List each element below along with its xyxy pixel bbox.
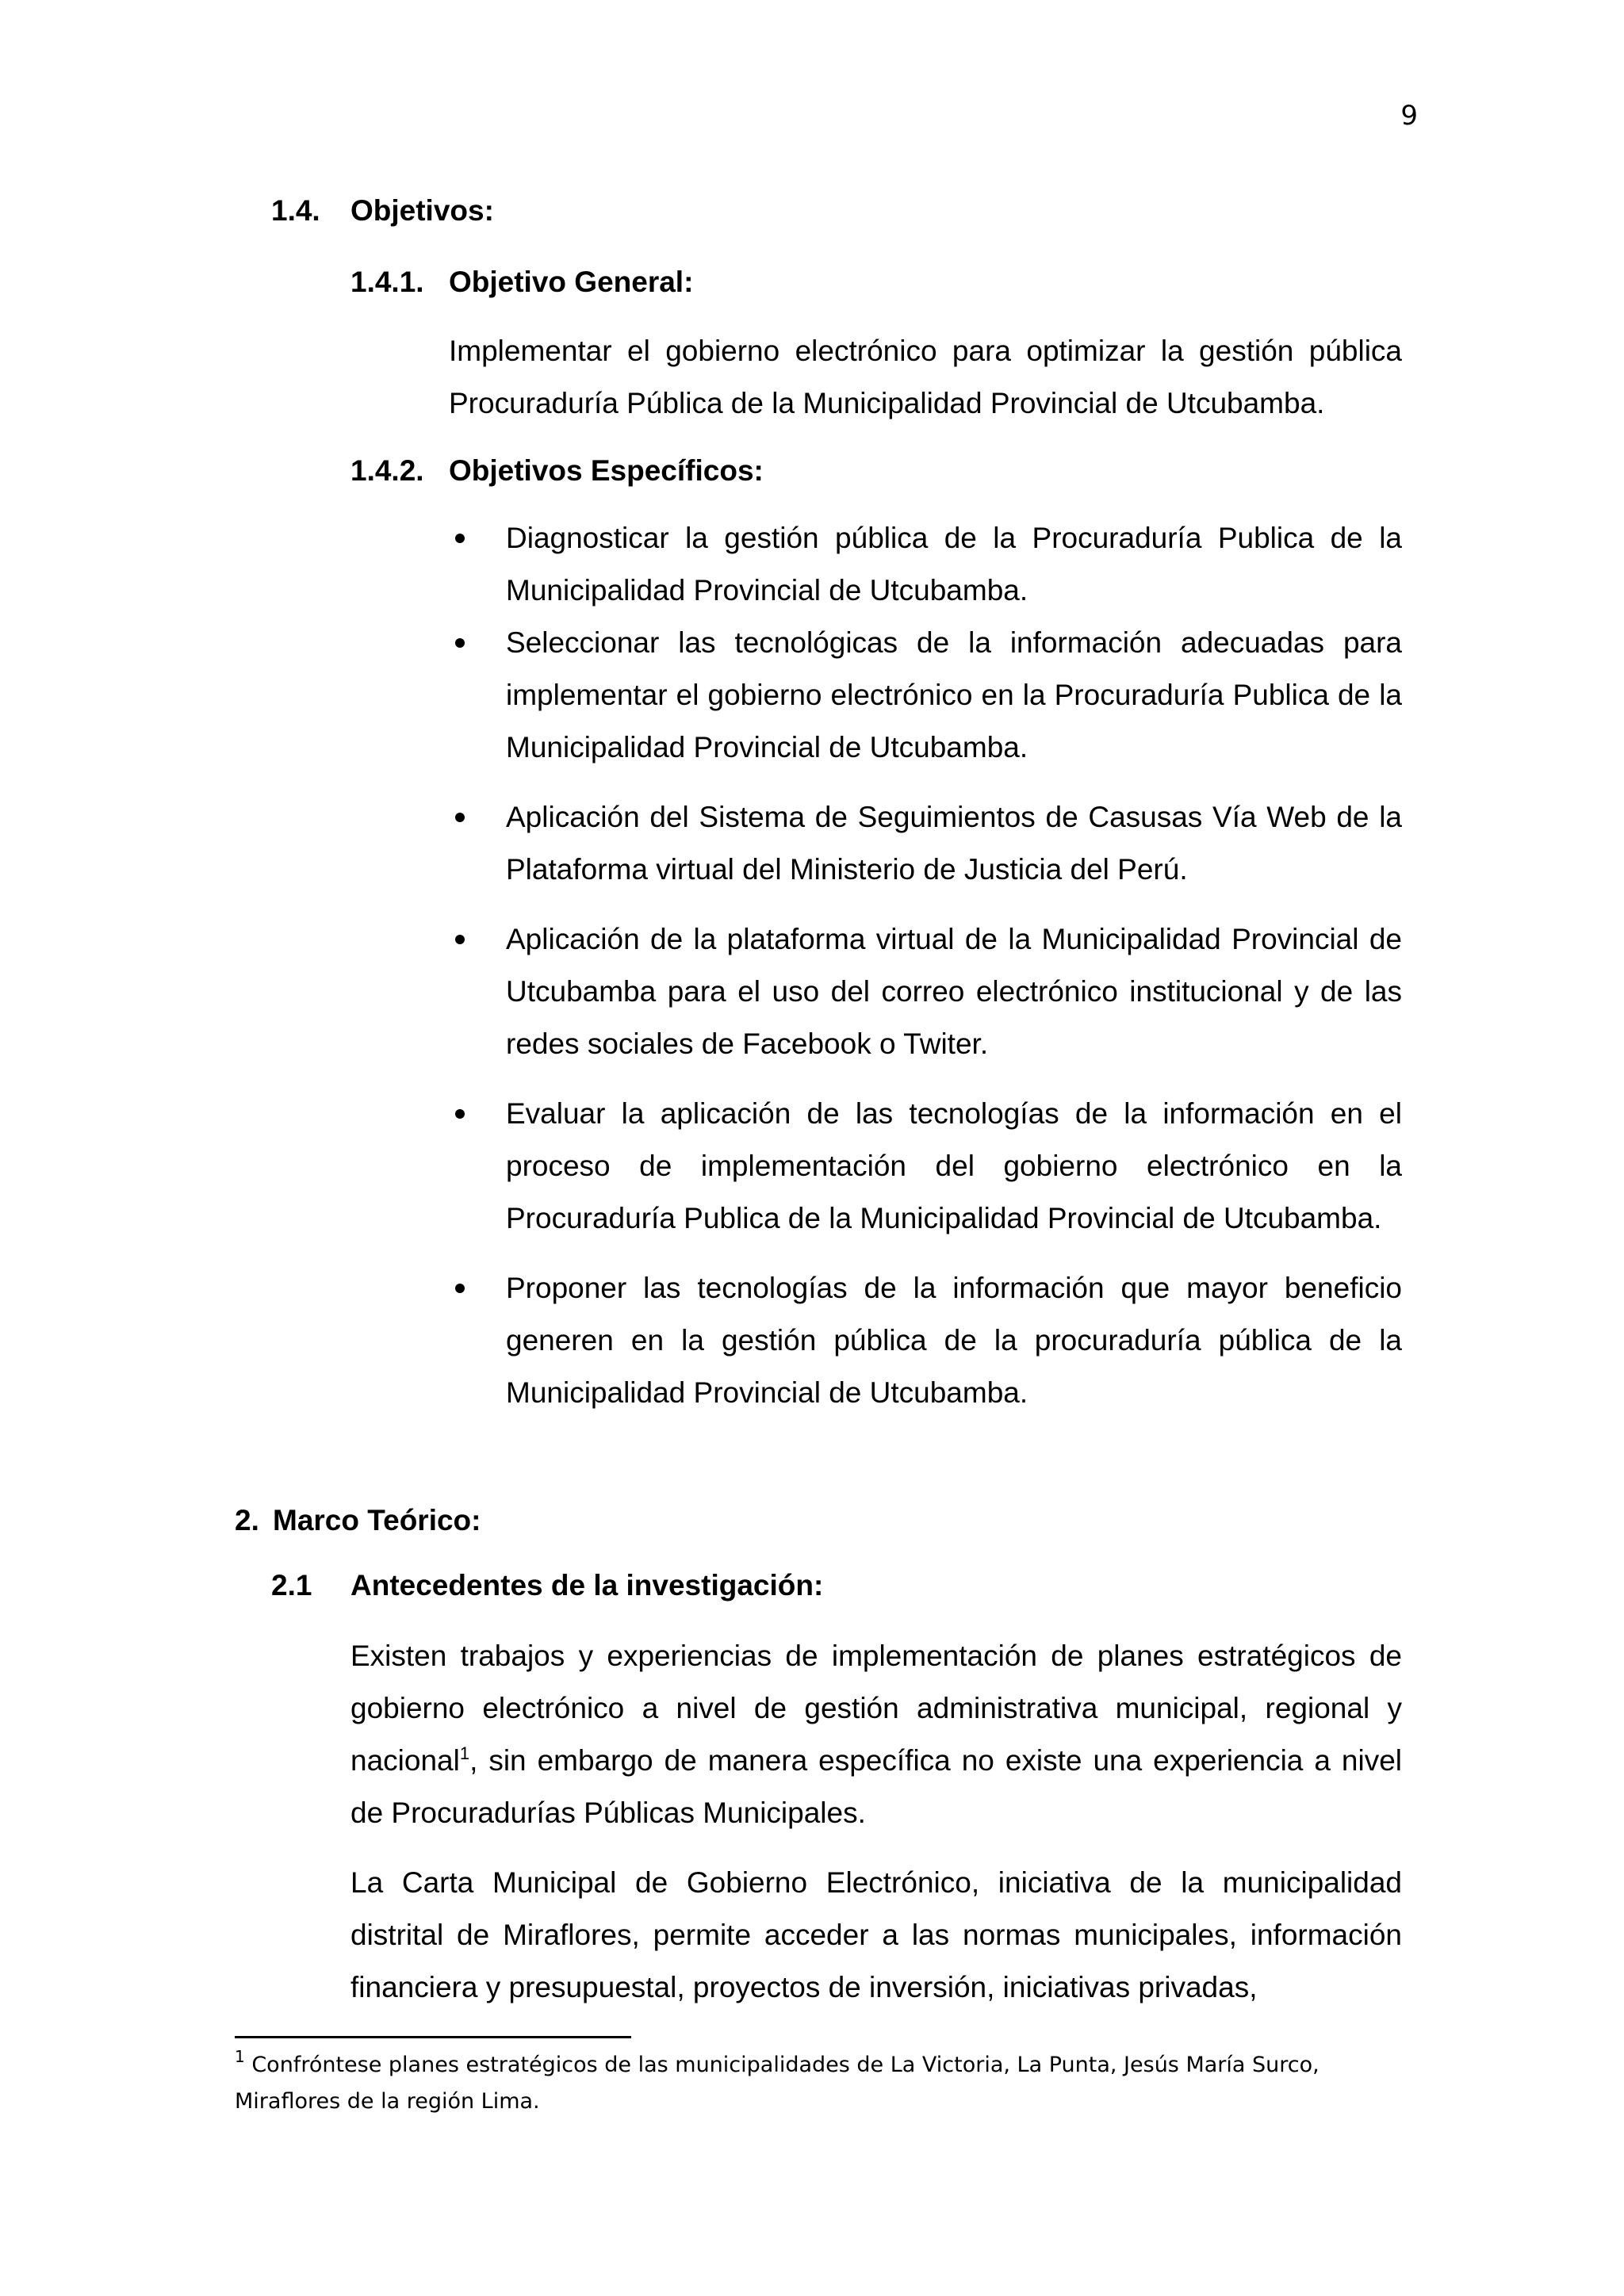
list-item-text: Diagnosticar la gestión pública de la Procuraduría Publica de la Municipalidad Provincial de Utcubamba. xyxy=(506,522,1402,607)
heading-2 xyxy=(235,1503,481,1538)
heading-2-1-number: 2.1 xyxy=(271,1569,312,1601)
list-item xyxy=(449,791,1402,896)
heading-1-4-2 xyxy=(350,453,764,488)
heading-1-4-2-title: Objetivos Específicos: xyxy=(449,454,764,487)
footnote-marker: 1 xyxy=(235,2047,245,2066)
bullet-icon xyxy=(455,935,465,944)
heading-2-1-title: Antecedentes de la investigación: xyxy=(350,1569,824,1601)
list-item-text: Seleccionar las tecnológicas de la información adecuadas para implementar el gobierno electrónico en la Procuraduría Publica de la Municipalidad Provincial de Utcubamba. xyxy=(506,626,1402,763)
footnote-separator xyxy=(235,2036,631,2038)
heading-1-4-number: 1.4. xyxy=(271,194,320,227)
list-item-text: Aplicación de la plataforma virtual de la Municipalidad Provincial de Utcubamba para el uso del correo electrónico institucional y de las redes sociales de Facebook o Twiter. xyxy=(506,923,1402,1060)
heading-1-4 xyxy=(271,193,494,228)
antecedentes-paragraph-1-text: Existen trabajos y experiencias de implementación de planes estratégicos de gobierno electrónico a nivel de gestión administrativa municipal, regional y nacional xyxy=(350,1640,1402,1777)
objetivos-especificos-list xyxy=(449,512,1402,1437)
objetivo-general-text: Implementar el gobierno electrónico para optimizar la gestión pública Procuraduría Pública de la Municipalidad Provincial de Utcubamba. xyxy=(449,335,1402,419)
antecedentes-paragraph-1-text-cont: , sin embargo de manera específica no existe una experiencia a nivel de Procuradurías Públicas Municipales. xyxy=(350,1744,1402,1829)
footnote-reference[interactable]: 1 xyxy=(459,1743,470,1763)
list-item xyxy=(449,617,1402,774)
list-item-text: Aplicación del Sistema de Seguimientos de Casusas Vía Web de la Plataforma virtual del Ministerio de Justicia del Perú. xyxy=(506,801,1402,886)
bullet-icon xyxy=(455,638,465,648)
bullet-icon xyxy=(455,813,465,822)
antecedentes-paragraph-2: La Carta Municipal de Gobierno Electrónico, iniciativa de la municipalidad distrital de Miraflores, permite acceder a las normas municipales, información financiera y presupuestal, proyectos de inversión, iniciativas privadas, xyxy=(350,1866,1402,2003)
list-item-text: Proponer las tecnologías de la información que mayor beneficio generen en la gestión pública de la procuraduría pública de la Municipalidad Provincial de Utcubamba. xyxy=(506,1272,1402,1409)
list-item xyxy=(449,512,1402,617)
heading-1-4-1 xyxy=(350,265,693,300)
bullet-icon xyxy=(455,1284,465,1293)
antecedentes-paragraph-1 xyxy=(350,1630,1402,1839)
bullet-icon xyxy=(455,534,465,543)
page-number: 9 xyxy=(1400,100,1418,132)
footnote xyxy=(235,2047,1408,2120)
heading-1-4-1-number: 1.4.1. xyxy=(350,266,424,298)
list-item xyxy=(449,1088,1402,1245)
list-item xyxy=(449,913,1402,1070)
list-item-text: Evaluar la aplicación de las tecnologías de la información en el proceso de implementación del gobierno electrónico en la Procuraduría Publica de la Municipalidad Provincial de Utcubamba. xyxy=(506,1097,1402,1234)
heading-1-4-title: Objetivos: xyxy=(350,194,494,227)
heading-2-number: 2. xyxy=(235,1504,259,1536)
list-item xyxy=(449,1262,1402,1419)
footnote-text: Confróntese planes estratégicos de las municipalidades de La Victoria, La Punta, Jesús María Surco, Miraflores de la región Lima. xyxy=(235,2053,1320,2114)
heading-2-title: Marco Teórico: xyxy=(273,1504,481,1536)
bullet-icon xyxy=(455,1109,465,1119)
heading-1-4-1-title: Objetivo General: xyxy=(449,266,694,298)
heading-1-4-2-number: 1.4.2. xyxy=(350,454,424,487)
heading-2-1 xyxy=(271,1568,823,1603)
